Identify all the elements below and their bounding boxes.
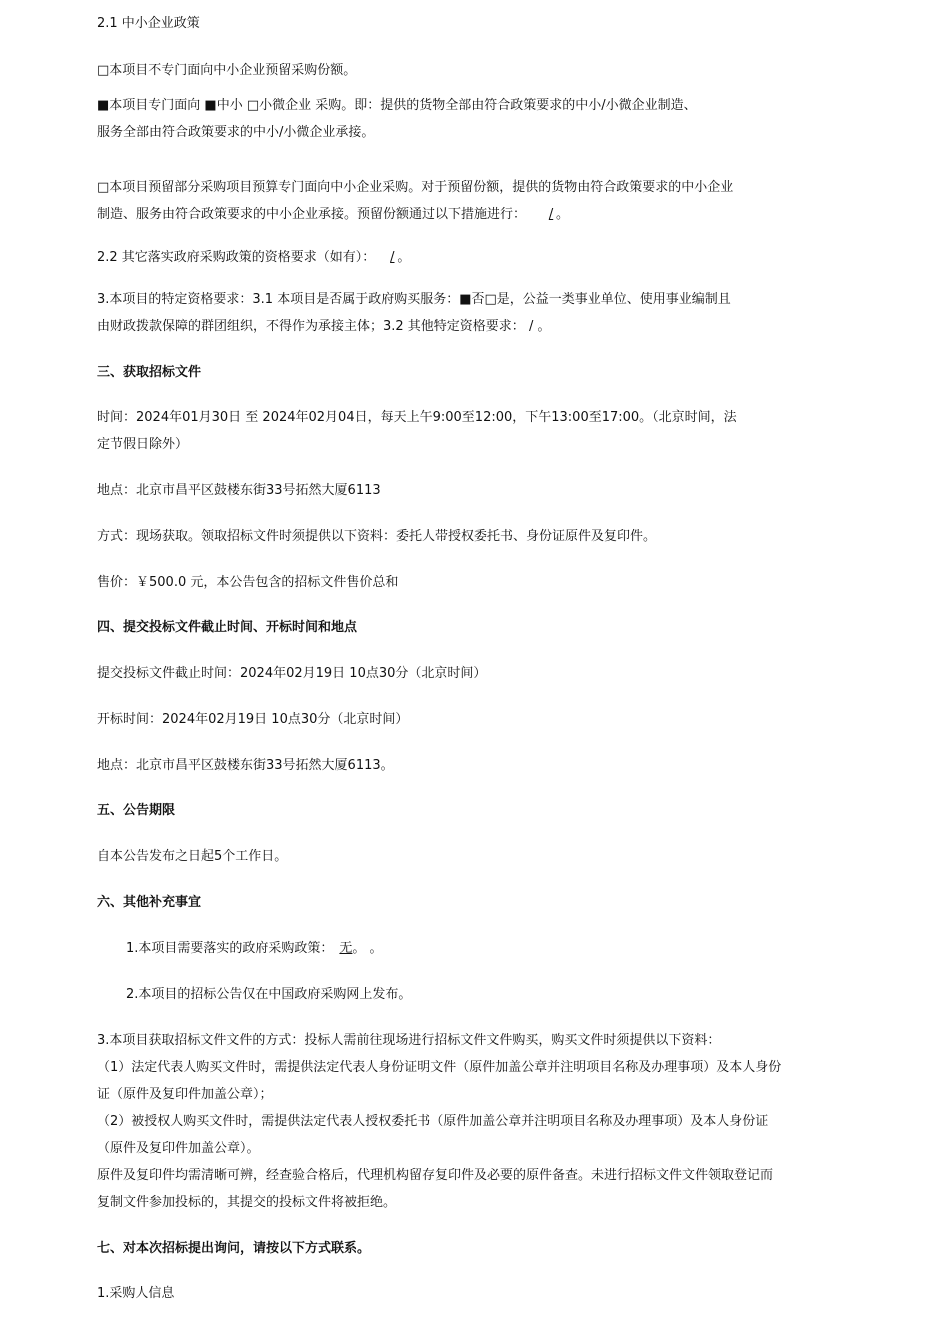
notice-period-text: 自本公告发布之日起5个工作日。: [97, 849, 288, 864]
option-partial-line-2: [97, 206, 569, 224]
option-partial-line-1: □本项目预留部分采购项目预算专门面向中小企业采购。对于预留份额，提供的货物由符合政策要求的中小企业: [97, 180, 734, 195]
other-item-3-line-7: 复制文件参加投标的，其提交的投标文件将被拒绝。: [97, 1195, 397, 1210]
option-dedicated-line-2: 服务全部由符合政策要求的中小/小微企业承接。: [97, 125, 375, 140]
heading-notice-period: 五、公告期限: [97, 803, 176, 818]
other-item-3-line-4: （2）被授权人购买文件时，需提供法定代表人授权委托书（原件加盖公章并注明项目名称及办理事项）及本人身份证: [97, 1114, 769, 1129]
get-docs-method: 方式：现场获取。领取招标文件时须提供以下资料：委托人带授权委托书、身份证原件及复印件。: [97, 529, 657, 544]
option-partial-text: 制造、服务由符合政策要求的中小企业承接。预留份额通过以下措施进行：: [97, 207, 527, 222]
get-docs-time-line-2: 定节假日除外）: [97, 437, 189, 452]
get-docs-time-line-1: 时间：2024年01月30日 至 2024年02月04日，每天上午9:00至12:00，下午13:00至17:00。（北京时间，法: [97, 410, 737, 425]
section-2-2-end: 。: [397, 250, 411, 265]
other-item-1-text: 1.本项目需要落实的政府采购政策：: [126, 941, 334, 956]
other-item-3-line-6: 原件及复印件均需清晰可辨，经查验合格后，代理机构留存复印件及必要的原件备查。未进行招标文件文件领取登记而: [97, 1168, 774, 1183]
heading-submission: 四、提交投标文件截止时间、开标时间和地点: [97, 620, 358, 635]
other-item-1-value: 无: [339, 941, 353, 956]
option-partial-end: 。: [556, 207, 570, 222]
section-2-1-title: 2.1 中小企业政策: [97, 16, 200, 31]
other-item-1: [126, 940, 383, 958]
section-3-line-1: 3.本项目的特定资格要求：3.1 本项目是否属于政府购买服务：■否□是，公益一类事业单位、使用事业编制且: [97, 292, 731, 307]
other-item-3-line-3: 证（原件及复印件加盖公章）；: [97, 1087, 273, 1102]
section-2-2: [97, 249, 410, 267]
section-2-2-value: /: [390, 250, 395, 265]
purchaser-info: 1.采购人信息: [97, 1286, 175, 1301]
opening-time: 开标时间：2024年02月19日 10点30分（北京时间）: [97, 712, 409, 727]
other-item-2: 2.本项目的招标公告仅在中国政府采购网上发布。: [126, 987, 412, 1002]
option-not-reserved: □本项目不专门面向中小企业预留采购份额。: [97, 63, 357, 78]
submission-deadline: 提交投标文件截止时间：2024年02月19日 10点30分（北京时间）: [97, 666, 487, 681]
opening-place: 地点：北京市昌平区鼓楼东街33号拓然大厦6113。: [97, 758, 394, 773]
section-2-2-text: 2.2 其它落实政府采购政策的资格要求（如有）：: [97, 250, 376, 265]
heading-contact: 七、对本次招标提出询问，请按以下方式联系。: [97, 1241, 371, 1256]
other-item-3-line-5: （原件及复印件加盖公章）。: [97, 1141, 260, 1156]
other-item-1-end: 。 。: [352, 941, 383, 956]
get-docs-price: 售价：￥500.0 元，本公告包含的招标文件售价总和: [97, 575, 399, 590]
option-dedicated-line-1: ■本项目专门面向 ■中小 □小微企业 采购。即：提供的货物全部由符合政策要求的中小/小微企业制造、: [97, 98, 697, 113]
heading-get-tender-docs: 三、获取招标文件: [97, 365, 202, 380]
heading-other-matters: 六、其他补充事宜: [97, 895, 202, 910]
section-3-line-2: 由财政拨款保障的群团组织，不得作为承接主体；3.2 其他特定资格要求： / 。: [97, 319, 551, 334]
option-partial-value: /: [548, 207, 554, 222]
other-item-3-line-2: （1）法定代表人购买文件时，需提供法定代表人身份证明文件（原件加盖公章并注明项目名称及办理事项）及本人身份: [97, 1060, 782, 1075]
other-item-3-line-1: 3.本项目获取招标文件文件的方式：投标人需前往现场进行招标文件文件购买，购买文件时须提供以下资料：: [97, 1033, 721, 1048]
get-docs-place: 地点：北京市昌平区鼓楼东街33号拓然大厦6113: [97, 483, 381, 498]
